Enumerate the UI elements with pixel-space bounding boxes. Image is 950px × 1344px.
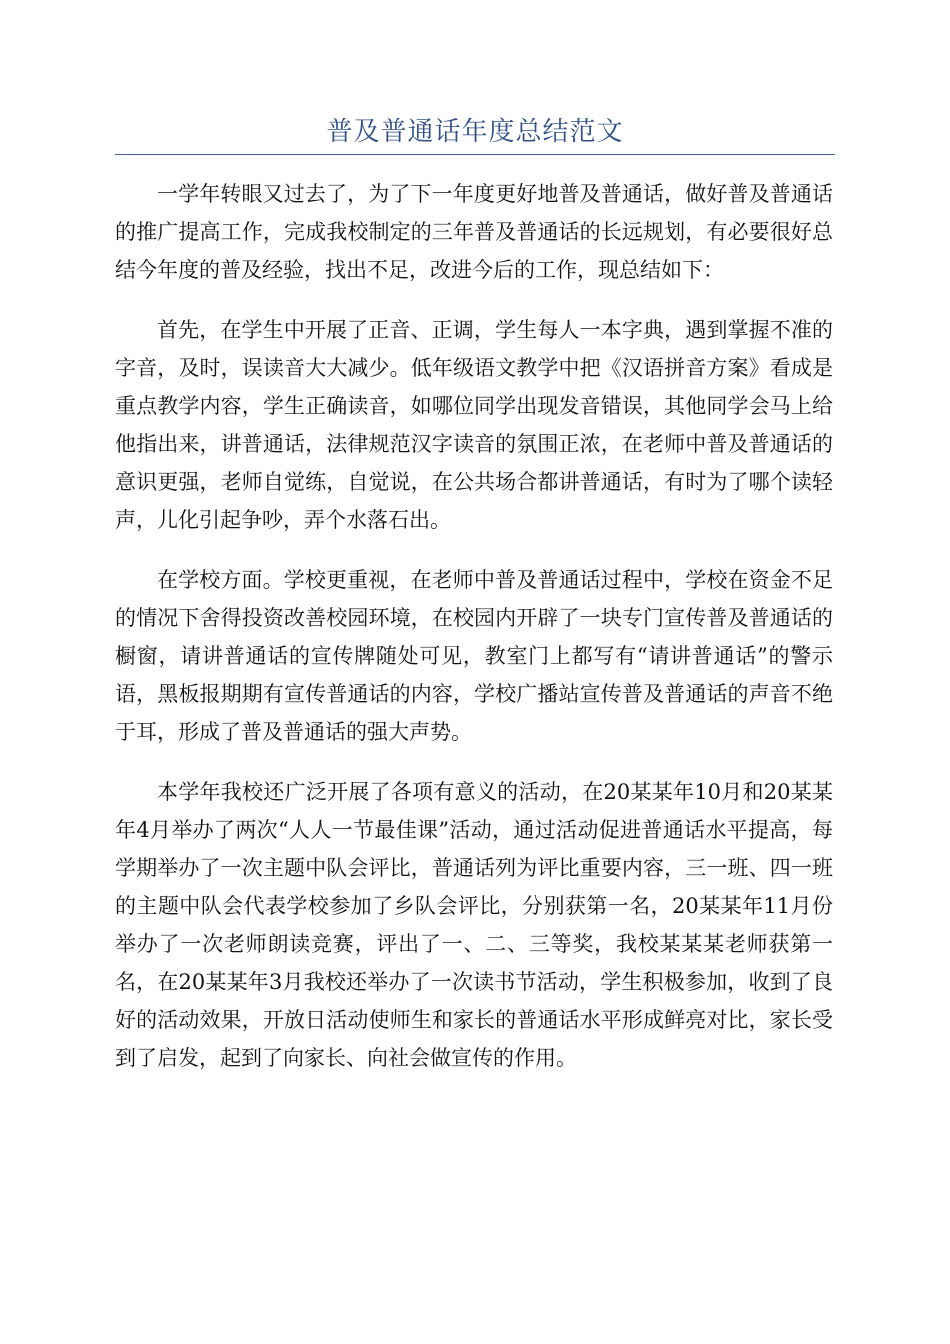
paragraph-activities: 本学年我校还广泛开展了各项有意义的活动，在20某某年10月和20某某年4月举办了两次“人人一节最佳课”活动，通过活动促进普通话水平提高，每学期举办了一次主题中队会评比，普通话列为评比重要内容，三一班、四一班的主题中队会代表学校参加了乡队会评比，分别获第一名，20某某年11月份举办了一次老师朗读竞赛，评出了一、二、三等奖，我校某某某老师获第一名，在20某某年3月我校还举办了一次读书节活动，学生积极参加，收到了良好的活动效果，开放日活动使师生和家长的普通话水平形成鲜亮对比，家长受到了启发，起到了向家长、向社会做宣传的作用。: [115, 780, 833, 1070]
paragraph-school: 在学校方面。学校更重视，在老师中普及普通话过程中，学校在资金不足的情况下舍得投资改善校园环境，在校园内开辟了一块专门宣传普及普通话的橱窗，请讲普通话的宣传牌随处可见，教室门上都写有“请讲普通话”的警示语，黑板报期期有宣传普通话的内容，学校广播站宣传普及普通话的声音不绝于耳，形成了普及普通话的强大声势。: [115, 568, 833, 744]
title-underline: [115, 154, 835, 155]
paragraph-intro: 一学年转眼又过去了，为了下一年度更好地普及普通话，做好普及普通话的推广提高工作，完成我校制定的三年普及普通话的长远规划，有必要很好总结今年度的普及经验，找出不足，改进今后的工作，现总结如下：: [115, 182, 833, 282]
document-body: [115, 175, 833, 1099]
document-title: 普及普通话年度总结范文: [326, 117, 624, 147]
paragraph-students: 首先，在学生中开展了正音、正调，学生每人一本字典，遇到掌握不准的字音，及时，误读音大大减少。低年级语文教学中把《汉语拼音方案》看成是重点教学内容，学生正确读音，如哪位同学出现发音错误，其他同学会马上给他指出来，讲普通话，法律规范汉字读音的氛围正浓，在老师中普及普通话的意识更强，老师自觉练，自觉说，在公共场合都讲普通话，有时为了哪个读轻声，儿化引起争吵，弄个水落石出。: [115, 318, 833, 532]
